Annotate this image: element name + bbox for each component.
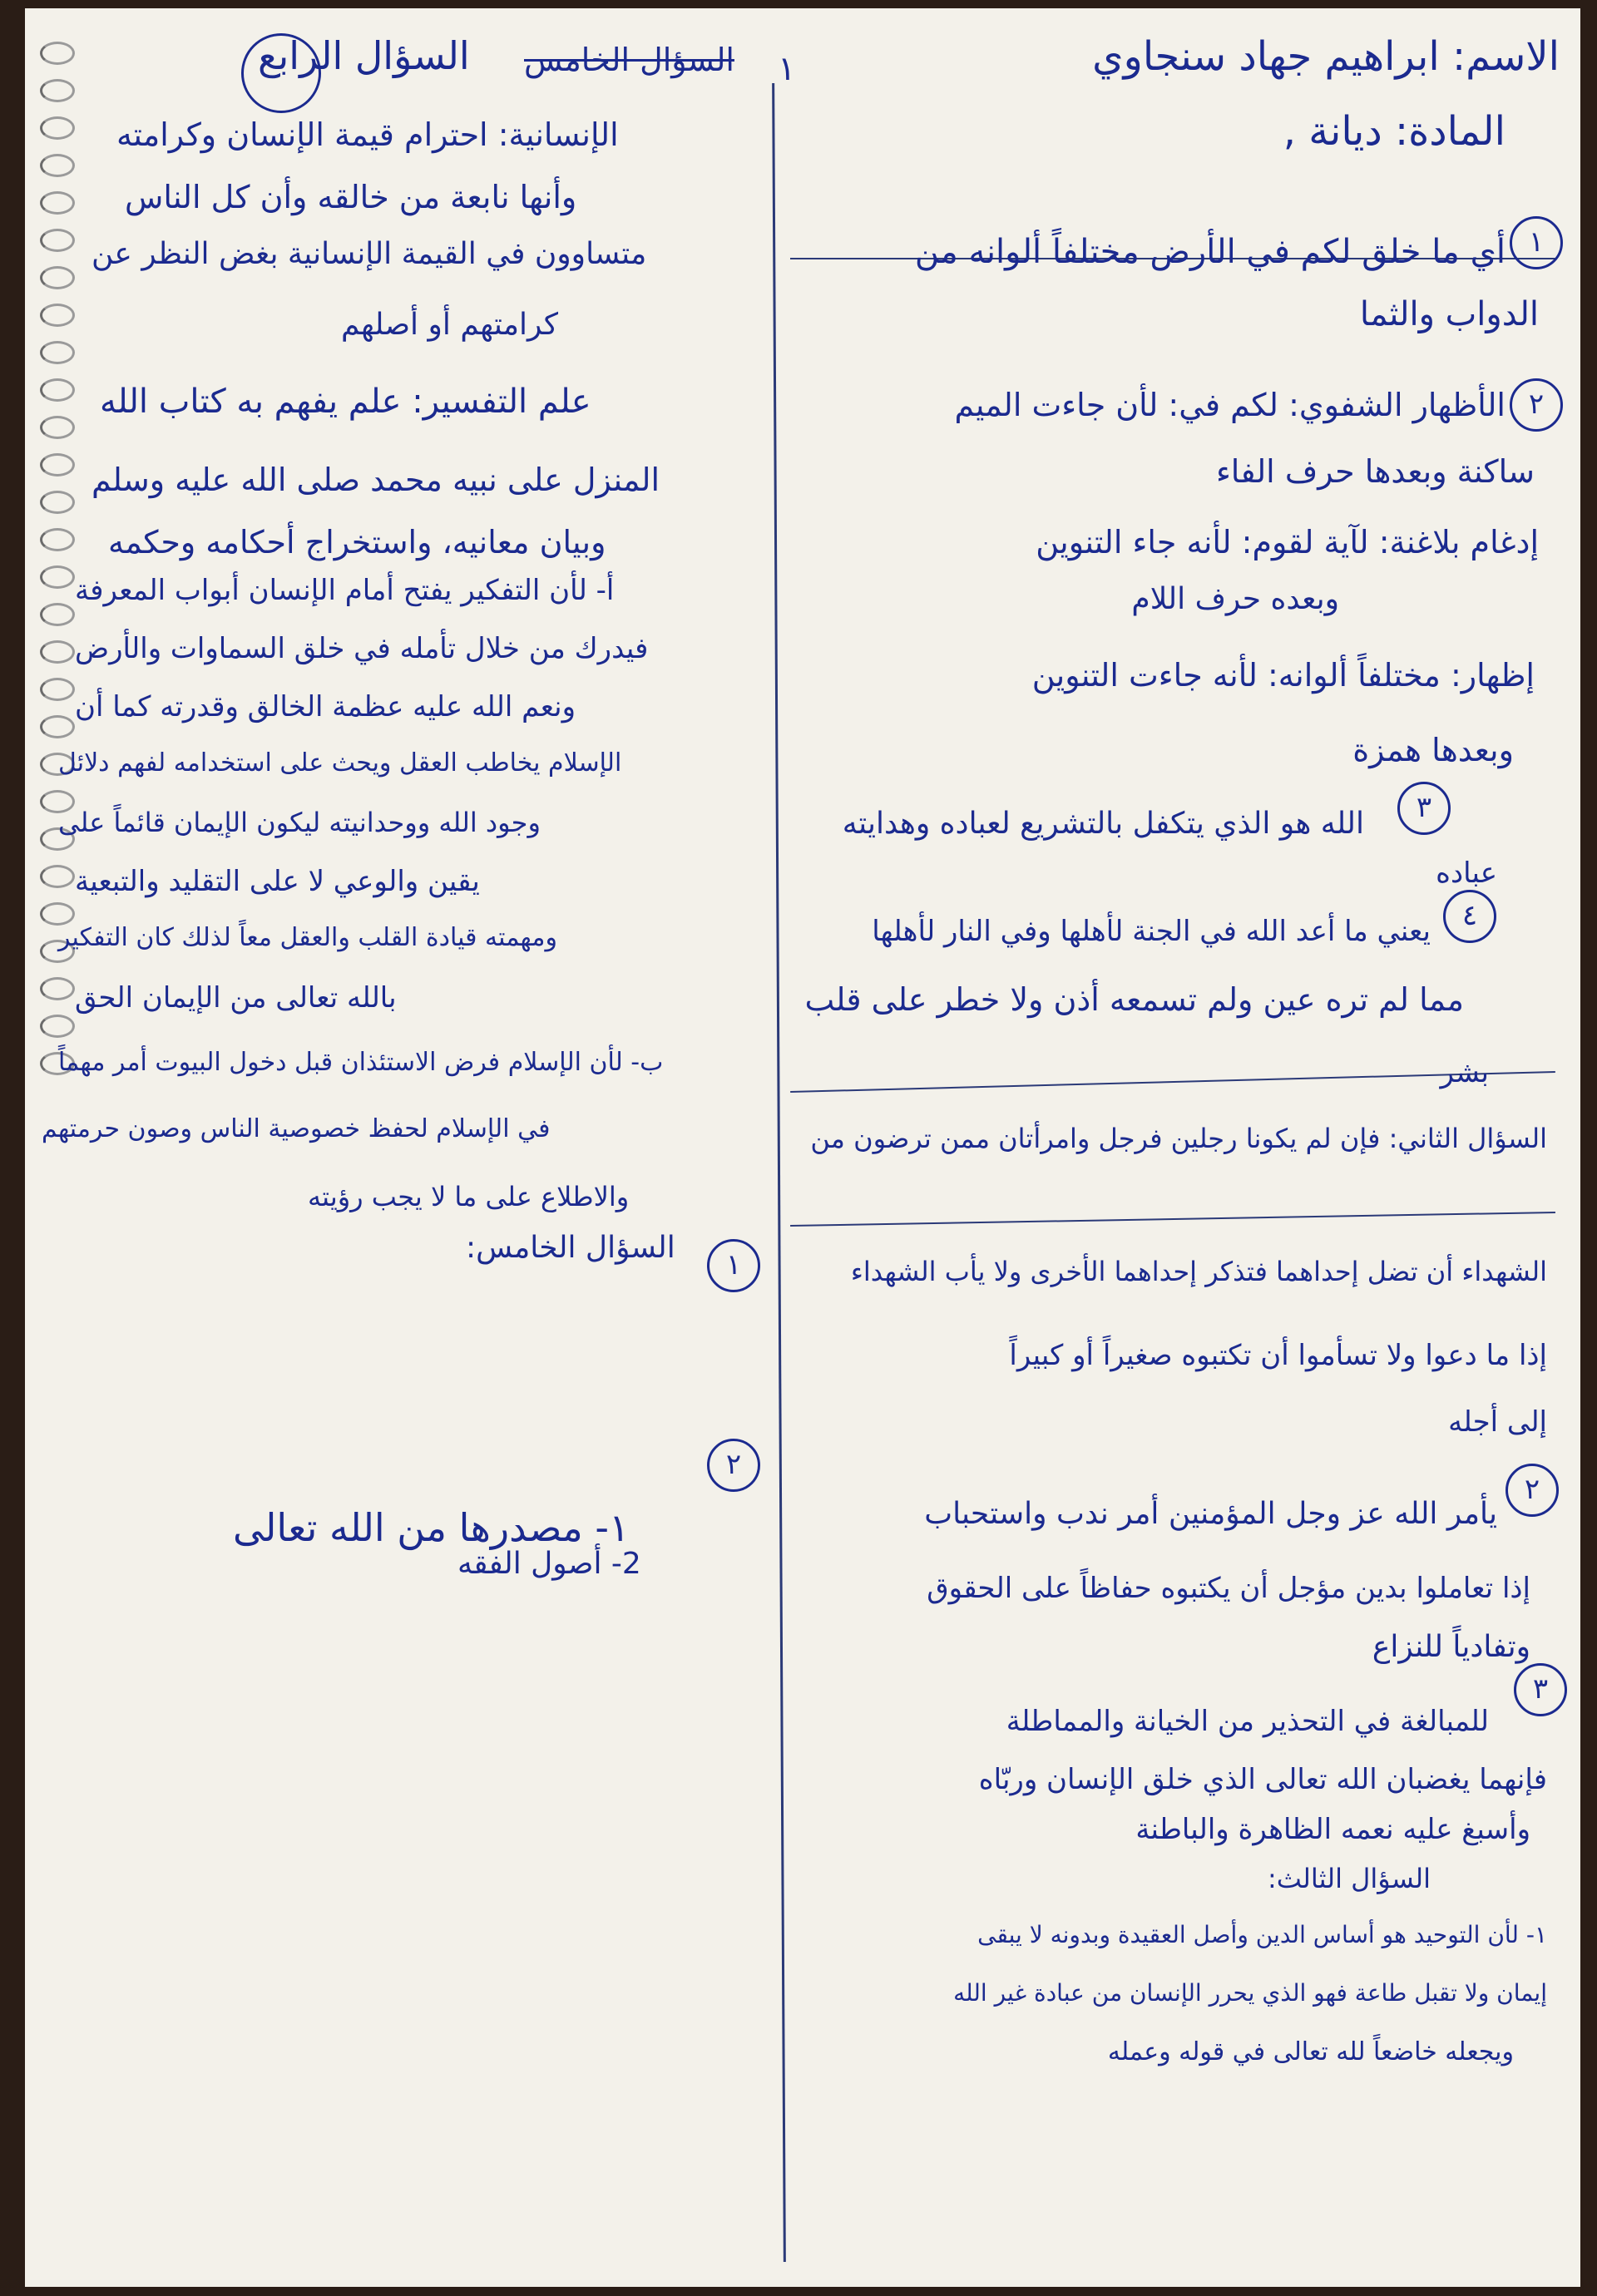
circled-number: ٣ xyxy=(1397,782,1451,835)
answer-line: فإنهما يغضبان الله تعالى الذي خلق الإنسان وربّاه xyxy=(978,1763,1547,1796)
answer-line: فيدرك من خلال تأمله في خلق السماوات والأرض xyxy=(75,632,649,665)
answer-line: مما لم تره عين ولم تسمعه أذن ولا خطر على قلب xyxy=(804,981,1464,1018)
answer-line: أ- لأن التفكير يفتح أمام الإنسان أبواب المعرفة xyxy=(75,574,615,607)
answer-line: إظهار: مختلفاً ألوانه: لأنه جاءت التنوين xyxy=(1031,657,1535,694)
answer-line: بالله تعالى من الإيمان الحق xyxy=(75,981,397,1015)
answer-line: عباده xyxy=(1436,857,1497,890)
answer-line: للمبالغة في التحذير من الخيانة والمماطلة xyxy=(1006,1705,1489,1738)
answer-line: المنزل على نبيه محمد صلى الله عليه وسلم xyxy=(91,462,660,498)
answer-line: إذا تعاملوا بدين مؤجل أن يكتبوه حفاظاً على الحقوق xyxy=(927,1572,1530,1605)
answer-line: الله هو الذي يتكفل بالتشريع لعباده وهدايته xyxy=(842,807,1364,841)
circled-number: ٢ xyxy=(1506,1464,1559,1517)
answer-line: وتفادياً للنزاع xyxy=(1372,1630,1530,1664)
answer-line: وأسبغ عليه نعمه الظاهرة والباطنة xyxy=(1135,1813,1530,1846)
answer-line: ساكنة وبعدها حرف الفاء xyxy=(1215,453,1535,490)
answer-line: إلى أجله xyxy=(1448,1405,1547,1439)
answer-line: الإسلام يخاطب العقل ويحث على استخدامه لفهم دلائل xyxy=(58,748,622,778)
answer-line: يقين والوعي لا على التقليد والتبعية xyxy=(75,865,480,898)
answer-line: ويجعله خاضعاً لله تعالى في قوله وعمله xyxy=(1107,2037,1514,2066)
notebook-page xyxy=(25,8,1580,2287)
answer-line: كرامتهم أو أصلهم xyxy=(341,308,559,342)
subject: المادة: ديانة , xyxy=(1283,108,1506,155)
answer-line: يأمر الله عز وجل المؤمنين أمر ندب واستحباب xyxy=(924,1497,1497,1531)
answer-line: وجود الله ووحدانيته ليكون الإيمان قائماً على xyxy=(58,807,541,838)
student-name: الاسم: ابراهيم جهاد سنجاوي xyxy=(1092,33,1560,80)
answer-line: ونعم الله عليه عظمة الخالق وقدرته كما أن xyxy=(75,690,576,723)
spiral-binding xyxy=(40,42,73,1123)
answer-line: في الإسلام لحفظ خصوصية الناس وصون حرمتهم xyxy=(42,1114,551,1143)
answer-line: ومهمته قيادة القلب والعقل معاً لذلك كان التفكير xyxy=(58,923,557,952)
answer-line: متساوون في القيمة الإنسانية بغض النظر عن xyxy=(91,237,647,271)
circled-number: ٤ xyxy=(1443,890,1496,943)
answer-line: الأظهار الشفوي: لكم في: لأن جاءت الميم xyxy=(954,387,1506,423)
answer-line: يعني ما أعد الله في الجنة لأهلها وفي النار لأهلها xyxy=(872,915,1431,948)
answer-line: ب- لأن الإسلام فرض الاستئذان قبل دخول البيوت أمر مهماً xyxy=(58,1048,664,1077)
answer-line: السؤال الثالث: xyxy=(1267,1863,1431,1894)
answer-line: الشهداء أن تضل إحداهما فتذكر إحداهما الأخرى ولا يأب الشهداء xyxy=(850,1256,1547,1287)
circled-number: ١ xyxy=(707,1239,760,1292)
section-heading: السؤال الرابع xyxy=(258,33,470,78)
answer-line: السؤال الخامس: xyxy=(466,1231,675,1265)
circled-number: ٣ xyxy=(1514,1663,1567,1716)
answer-line: السؤال الثاني: فإن لم يكونا رجلين فرجل وامرأتان ممن ترضون من xyxy=(810,1123,1547,1154)
page-number: ١ xyxy=(778,50,796,88)
answer-line: بشر xyxy=(1440,1056,1489,1089)
answer-line: وبعده حرف اللام xyxy=(1131,582,1339,616)
column-divider xyxy=(772,83,786,2262)
answer-line: إيمان ولا تقبل طاعة فهو الذي يحرر الإنسان من عبادة غير الله xyxy=(953,1979,1547,2007)
heading-circle xyxy=(241,33,321,113)
circled-number: ٢ xyxy=(707,1439,760,1492)
section-divider-2 xyxy=(790,1212,1555,1227)
answer-line: والاطلاع على ما لا يجب رؤيته xyxy=(308,1181,630,1212)
answer-line: وبيان معانيه، واستخراج أحكامه وحكمه xyxy=(108,524,606,560)
struck-heading: السؤال الخامس xyxy=(524,42,734,78)
answer-line: ١- مصدرها من الله تعالى xyxy=(233,1505,630,1550)
answer-line: وبعدها همزة xyxy=(1352,732,1514,768)
answer-line: علم التفسير: علم يفهم به كتاب الله xyxy=(100,383,591,421)
circled-number: ٢ xyxy=(1510,378,1563,432)
answer-line: الدواب والثما xyxy=(1359,295,1539,333)
answer-line: وأنها نابعة من خالقه وأن كل الناس xyxy=(125,179,577,215)
answer-line: إدغام بلاغنة: لآية لقوم: لأنه جاء التنوين xyxy=(1036,524,1539,560)
answer-line: ١- لأن التوحيد هو أساس الدين وأصل العقيدة وبدونه لا يبقى xyxy=(977,1921,1547,1948)
answer-line: أي ما خلق لكم في الأرض مختلفاً ألوانه من xyxy=(914,233,1506,271)
answer-line: إذا ما دعوا ولا تسأموا أن تكتبوه صغيراً أو كبيراً xyxy=(1009,1339,1547,1372)
answer-line: 2- أصول الفقه xyxy=(457,1547,641,1581)
circled-number: ١ xyxy=(1510,216,1563,269)
answer-line: الإنسانية: احترام قيمة الإنسان وكرامته xyxy=(116,116,619,153)
